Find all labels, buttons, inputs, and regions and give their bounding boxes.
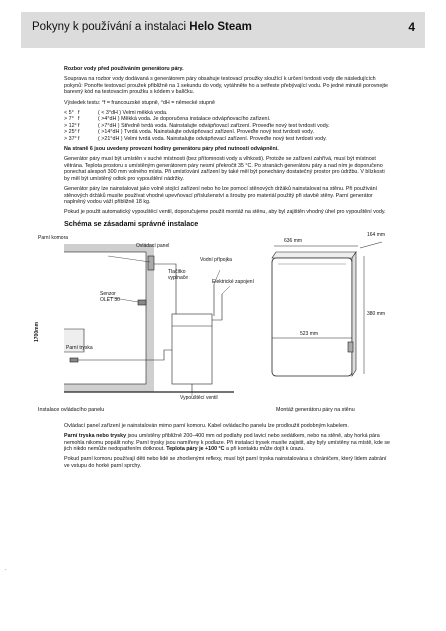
header-title: Pokyny k používání a instalaci Helo Steam: [32, 21, 252, 33]
generator-front: [272, 258, 352, 376]
wall-mount-drawing: [272, 242, 382, 376]
paragraph-test-result-legend: Výsledek testu: °f = francouzské stupně, °dH = německé stupně: [64, 99, 216, 106]
label-control-panel: Ovládací panel: [136, 242, 170, 249]
diagram-title: Schéma se zásadami správné instalace: [64, 218, 199, 228]
label-sensor: Senzor: [100, 290, 116, 297]
dimension-depth-line: [360, 242, 382, 248]
electric-cable: [212, 294, 222, 320]
hardness-row: > 25° f ( >14°dH ) Tvrdá voda. Nainstalujte odvápňovací zařízení. Proveďte nový test tvrdosti vody.: [64, 129, 314, 136]
paragraph-test-instructions: Souprava na rozbor vody dodávaná s generátorem páry obsahuje testovací proužky sloužící k určení tvrdosti vody dle následujících pokynů: Ponořte testovací proužek přibližně na 1 sekundu do vody, vytáhněte ho a setřeste přebývající vodu. Po jedné minutě porovnejte barevný kód na testovacím proužku s kódem v balíčku.: [64, 76, 388, 96]
installation-diagram: [34, 231, 390, 404]
paragraph-children-safety: Pokud parní komoru používají děti nebo lidé se zhoršenými reflexy, musí být parní tryska nainstalována s chráničem, který lidem zabrání ve vstupu do horké parní sprchy.: [64, 456, 387, 469]
paragraph-steam-nozzles: Parní tryska nebo trysky jsou umístěny přibližně 200–400 mm od podlahy pod lavicí nebo sedátkem, nebo na stěně, aby horká pára nemohla nikomu popálit nohy. Parní trysky jsou namířeny k podlaze. Při instalaci trysek musíte zajistit, aby byly umístěny na místě, kde se jich nikdo nemůže nedopatřením dotknout. Teplota páry je +100 °C a při kontaktu může dojít k úrazu.: [64, 433, 391, 452]
steam-generator-side: [172, 314, 212, 384]
label-drain-valve: Vypouštěcí ventil: [180, 394, 218, 401]
steam-room: [64, 252, 146, 384]
label-dim-636: 636 mm: [284, 237, 303, 244]
caption-control-panel-installation: Instalace ovládacího panelu: [38, 406, 105, 413]
hardness-table: [64, 110, 390, 142]
label-electrical-connection: Elektrické zapojení: [212, 278, 254, 285]
sensor: [138, 300, 146, 305]
label-switch-button: Tlačítko: [168, 268, 186, 275]
page-header: [21, 12, 425, 48]
main-content: [34, 66, 391, 473]
stray-mark: .: [5, 566, 7, 572]
diagram-captions: [38, 406, 390, 415]
label-dim-164: 164 mm: [367, 231, 386, 238]
control-panel: [148, 256, 154, 270]
label-dim-523: 523 mm: [300, 330, 319, 337]
paragraph-drain-valve: Pokud je použit automatický vypouštěcí ventil, doporučujeme použít montáž na stěnu, aby byl zajištěn vhodný úhel pro vypouštění vody.: [64, 209, 386, 216]
caption-wall-mounting: Montáž generátoru páry na stěnu: [276, 406, 355, 413]
label-sensor-model: OLET 30: [100, 296, 120, 303]
paragraph-placement: Generátor páry musí být umístěn v suché místnosti (bez přítomnosti vody a vlhkosti). Protože se zařízení zahřívá, musí být místnost větrána. Teplota prostoru s umístěným generátorem páry nesmí překročit 35 °C. Po stranách generátoru páry a nad ním je doporučeno ponechat alespoň 300 mm volného místa. Při umísťování zařízení by také měl být ponechány dostatečný prostor pro údržbu. V blízkosti by měl být umístěný odtok pro vypouštění nádržky.: [64, 156, 385, 182]
hardness-row: > 12° f ( >7°dH ) Středně tvrdá voda. Nainstalujte odvápňovací zařízení. Proveďte nový test tvrdosti vody.: [64, 122, 330, 129]
page-number: 4: [408, 20, 415, 34]
paragraph-wall-mounting: Generátor páry lze nainstalovat jako volně stojící zařízení nebo ho lze pomocí stěnových držáků nainstalovat na stěnu. Při používání stěnových držáků musíte používat vhodné upevňovací příslušenství a šrouby pro materiál použitý při stavbě stěny. Parní generátor naplněný vodou váží přibližně 18 kg.: [64, 186, 378, 205]
paragraph-control-panel: Ovládací panel zařízení je nainstalován mimo parní komoru. Kabel ovládacího panelu lze prodloužit podobným kabelem.: [64, 422, 349, 429]
label-water-connection: Vodní přípojka: [200, 256, 232, 263]
hardness-row: < 5° f ( < 3°dH ) Velmi měkká voda.: [64, 110, 168, 117]
label-dim-380: 380 mm: [367, 310, 386, 317]
section-heading-operating-hours: Na straně 6 jsou uvedeny provozní hodiny generátoru páry před nutností odvápnění.: [64, 146, 279, 153]
label-steam-room: Parní komora: [38, 234, 69, 241]
section-heading-water-analysis: Rozbor vody před používáním generátoru páry.: [64, 66, 184, 72]
label-height: 1700mm: [34, 321, 40, 342]
steam-nozzle: [70, 358, 78, 362]
label-switches: vypínače: [168, 274, 189, 281]
label-steam-nozzle: Parní tryska: [66, 344, 93, 351]
hardness-row: > 7° f ( >4°dH ) Měkká voda. Je doporučena instalace odvápňovacího zařízení.: [64, 116, 271, 123]
hardness-row: > 37° f ( >21°dH ) Velmi tvrdá voda. Nainstalujte odvápňovací zařízení. Proveďte nový test tvrdosti vody.: [64, 135, 327, 142]
